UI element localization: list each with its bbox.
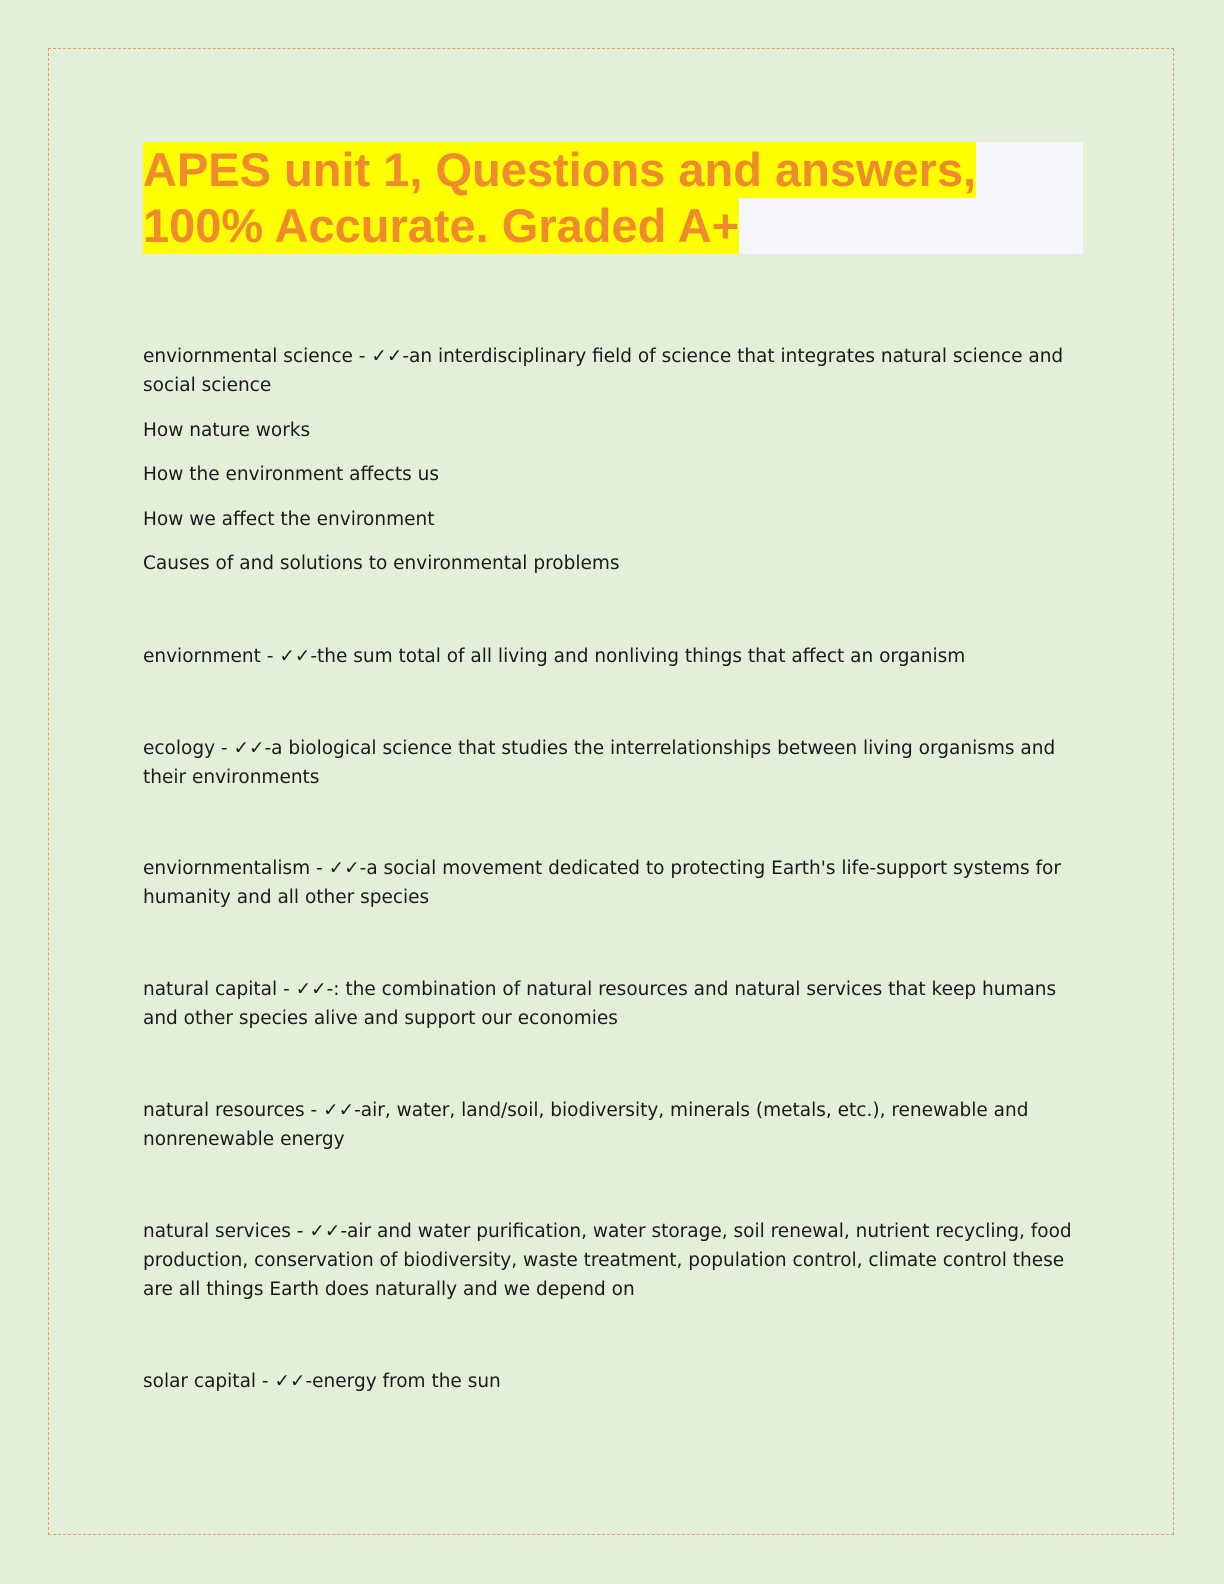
entry-separator: - [256,1371,275,1392]
double-check-icon: ✓✓ [323,1100,355,1121]
entry-definition: -: the combination of natural resources and natural services that keep humans and other species alive and support our economies [143,979,1057,1029]
qa-entry-enviornmentalism [143,854,1078,912]
entry-definition: -energy from the sun [305,1371,501,1392]
title-line-2: 100% Accurate. Graded A+ [143,199,740,252]
double-check-icon: ✓✓ [371,346,403,367]
entry-separator: - [215,738,234,759]
entry-definition: -a biological science that studies the interrelationships between living organisms and their environments [143,738,1056,788]
entry-term: enviornment [143,646,261,667]
entry-separator: - [290,1221,310,1242]
document-content [143,142,1083,254]
entry-definition: -an interdisciplinary field of science that integrates natural science and social science [143,346,1064,396]
double-check-icon: ✓✓ [328,858,360,879]
entry-definition: -air, water, land/soil, biodiversity, minerals (metals, etc.), renewable and nonrenewable energy [143,1100,1029,1150]
entry-term: natural capital [143,979,278,1000]
qa-entry-natural-services [143,1217,1078,1304]
entry-separator: - [260,646,280,667]
double-check-icon: ✓✓ [279,646,311,667]
entry-definition: -a social movement dedicated to protecting Earth's life-support systems for humanity and all other species [143,858,1061,908]
qa-entry-natural-resources [143,1096,1078,1154]
entry-separator: - [277,979,296,1000]
qa-entry-enviornmental-science [143,342,1078,400]
title-line-1: APES unit 1, Questions and answers, [143,143,977,196]
double-check-icon: ✓✓ [309,1221,341,1242]
sub-point: How the environment affects us [143,464,439,485]
entry-term: ecology [143,738,216,759]
entry-term: enviornmentalism [143,858,311,879]
entry-definition: -the sum total of all living and nonliving things that affect an organism [310,646,966,667]
entry-separator: - [310,858,329,879]
entry-definition: -air and water purification, water storage, soil renewal, nutrient recycling, food production, conservation of biodiversity, waste treatment, population control, climate control these are all things Earth does naturally and we depend on [143,1221,1072,1300]
double-check-icon: ✓✓ [233,738,265,759]
qa-entry-ecology [143,734,1078,792]
title-block [143,142,1083,254]
entry-term: natural services [143,1221,291,1242]
qa-entry-enviornment [143,642,1078,671]
entry-separator: - [304,1100,324,1121]
entry-term: natural resources [143,1100,305,1121]
sub-point: How nature works [143,420,311,441]
double-check-icon: ✓✓ [274,1371,306,1392]
qa-entry-natural-capital [143,975,1078,1033]
entry-term: solar capital [143,1371,257,1392]
entry-separator: - [352,346,372,367]
qa-entry-solar-capital [143,1367,1078,1396]
qa-list [143,342,1078,1422]
double-check-icon: ✓✓ [295,979,327,1000]
sub-point: Causes of and solutions to environmental problems [143,553,620,574]
sub-point: How we affect the environment [143,509,435,530]
entry-term: enviornmental science [143,346,353,367]
